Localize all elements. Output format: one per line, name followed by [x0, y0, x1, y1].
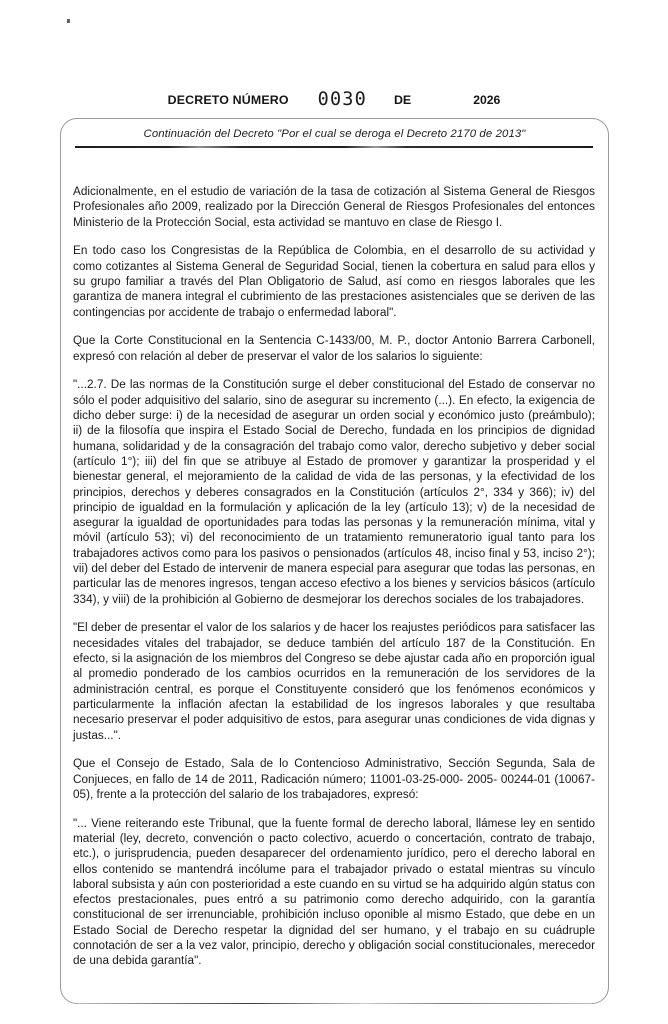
decree-number: 0030: [317, 89, 367, 110]
body-paragraph: "El deber de presentar el valor de los salarios y de hacer los reajustes periódicos para satisfacer las necesidades vitales del trabajador, se deduce también del artículo 187 de la Constitución. En efecto, si la asignación de los miembros del Congreso se debe ajustar cada año en proporción igual al promedio ponderado de los cambios ocurridos en la remuneración de los servidores de la administración central, es porque el Constituyente consideró que los fenómenos económicos y particularmente la inflación afectan la estabilidad de los ingresos laborales y que resultaba necesario preservar el poder adquisitivo de estos, para asegurar unas condiciones de vida dignas y justas...".: [73, 621, 595, 742]
decree-label: DECRETO NÚMERO: [167, 93, 289, 107]
body-paragraph: "...2.7. De las normas de la Constitución surge el deber constitucional del Estado de conservar no sólo el poder adquisitivo del salario, sino de asegurar su incremento (...). En efecto, la exigencia de dicho deber surge: i) de la necesidad de asegurar un orden social y económico justo (preámbulo); ii) de la filosofía que inspira el Estado Social de Derecho, fundada en los principios de dignidad humana, solidaridad y de la consagración del trabajo como valor, derecho subjetivo y deber social (artículo 1°); iii) del fin que se atribuye al Estado de promover y garantizar la prosperidad y el bienestar general, el mejoramiento de la calidad de vida de las personas, y la efectividad de los principios, derechos y deberes consagrados en la Constitución (artículos 2°, 334 y 366); iv) del principio de igualdad en la formulación y aplicación de la ley (artículo 13); v) de la necesidad de asegurar la igualdad de oportunidades para todas las personas y la remuneración mínima, vital y móvil (artículo 53); vi) del reconocimiento de un tratamiento remuneratorio igual tanto para los trabajadores activos como para los pasivos o pensionados (artículos 48, inciso final y 53, inciso 2°); vii) del deber del Estado de intervenir de manera especial para asegurar que todas las personas, en particular las de menores ingresos, tengan acceso efectivo a los bienes y servicios básicos (artículo 334), y viii) de la prohibición al Gobierno de desmejorar los derechos sociales de los trabajadores.: [73, 378, 595, 606]
scan-speck-artifact: [67, 19, 70, 23]
body-paragraph: Que la Corte Constitucional en la Sentencia C-1433/00, M. P., doctor Antonio Barrera Carbonell, expresó con relación al deber de preservar el valor de los salarios lo siguiente:: [73, 334, 595, 363]
body-paragraph: Adicionalmente, en el estudio de variación de la tasa de cotización al Sistema General de Riesgos Profesionales año 2009, realizado por la Dirección General de Riesgos Profesionales del entonces Ministerio de la Protección Social, esta actividad se mantuvo en clase de Riesgo I.: [73, 185, 595, 229]
header-divider-rule: [75, 146, 593, 148]
body-paragraph: En todo caso los Congresistas de la República de Colombia, en el desarrollo de su actividad y como cotizantes al Sistema General de Seguridad Social, tienen la cobertura en salud para ellos y su grupo familiar a través del Plan Obligatorio de Salud, así como en riesgos laborales que les garantiza de manera integral el cubrimiento de las prestaciones asistenciales que se deriven de las contingencias por accidente de trabajo o enfermedad laboral".: [73, 244, 595, 319]
decree-header: [0, 88, 668, 112]
body-paragraph: "... Viene reiterando este Tribunal, que la fuente formal de derecho laboral, llámese ley en sentido material (ley, decreto, convención o pacto colectivo, acuerdo o concertación, contrato de trabajo, etc.), o jurisprudencia, pueden desaparecer del ordenamiento jurídico, pero el derecho laboral en ellos contenido se mantendrá incólume para el trabajador privado o estatal mientras su vínculo laboral subsista y aún con posterioridad a este cuando en su virtud se ha adquirido algún status con efectos prestacionales, pues entró a su patrimonio como derecho adquirido, con la garantía constitucional de ser irrenunciable, prohibición incluso oponible al mismo Estado, que debe en un Estado Social de Derecho respetar la dignidad del ser humano, y el trabajo en su cuádruple connotación de ser a la vez valor, principio, derecho y obligación social constitucionales, merecedor de una debida garantía".: [73, 816, 595, 968]
document-body: [73, 184, 595, 969]
continuation-caption: Continuación del Decreto "Por el cual se deroga el Decreto 2170 de 2013": [143, 128, 526, 140]
decree-de-label: DE: [393, 93, 412, 107]
body-paragraph: Que el Consejo de Estado, Sala de lo Contencioso Administrativo, Sección Segunda, Sala de Conjueces, en fallo de 14 de 2011, Radicación número; 11001-03-25-000- 2005- 00244-01 (10067-05), frente a la protección del salario de los trabajadores, expresó:: [73, 757, 595, 801]
decree-year: 2026: [473, 93, 501, 107]
